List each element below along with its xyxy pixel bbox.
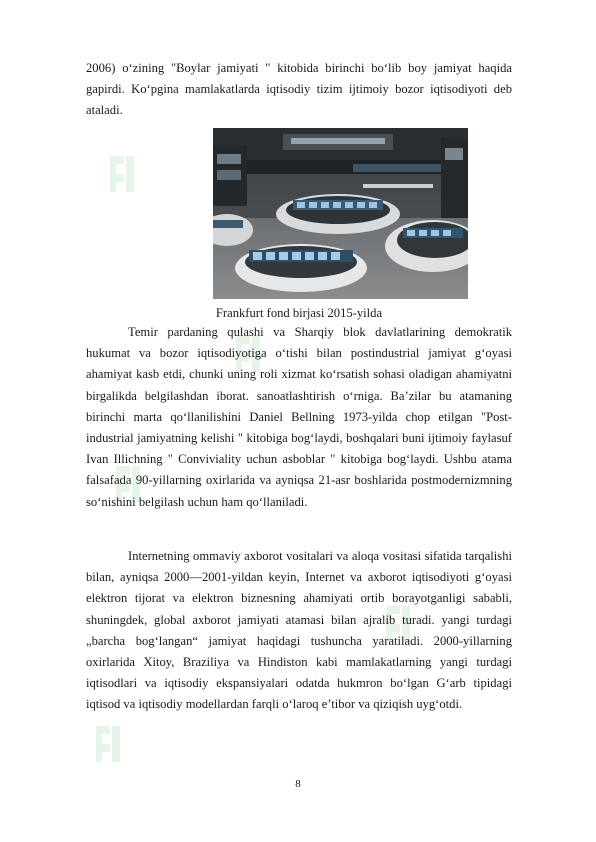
trading-floor-image [213,128,468,299]
paragraph-top [86,58,512,122]
paragraph-1 [86,322,512,513]
page-number: 8 [295,778,301,790]
paragraph-2-text: Internetning ommaviy axborot vositalari va aloqa vositasi sifatida tarqalishi bilan, ayniqsa 2000—2001-yildan keyin, Internet va axborot iqtisodiyoti g‘oyasi elektron tijorat va elektron biznesning ahamiyati ortib borayotganligi sababli, shuningdek, global axborot jamiyati atamasi bilan ajralib turadi. yangi turdagi „barcha bog‘langan“ jamiyat haqidagi tushuncha yaratiladi. 2000-yillarning oxirlarida Xitoy, Braziliya va Hindiston kabi mamlakatlarning yangi turdagi iqtisodlari va iqtisodiy ekspansiyalari odatda hukmron bo‘lgan G‘arb tipidagi iqtisod va iqtisodiy modellardan farqli o‘laroq e’tibor va qiziqish uyg‘otdi. [86,549,512,712]
watermark-logo-icon [90,720,124,766]
paragraph-top-text: 2006) o‘zining "Boylar jamiyati " kitobida birinchi bo‘lib boy jamiyat haqida gapirdi. Ko‘pgina mamlakatlarda iqtisodiy tizim ijtimoiy bozor iqtisodiyoti deb ataladi. [86,61,512,118]
paragraph-2 [86,546,512,716]
paragraph-1-text: Temir pardaning qulashi va Sharqiy blok davlatlarining demokratik hukumat va bozor iqtisodiyotiga o‘tishi bilan postindustrial jamiyat g‘oyasi ahamiyat kasb etdi, chunki uning roli xizmat ko‘rsatish sohasi oladigan ahamiyatni birgalikda belgilashdan iborat. sanoatlashtirish o‘rniga. Ba’zilar bu atamaning birinchi marta qo‘llanilishini Daniel Bellning 1973-yilda chop etilgan "Post-industrial jamiyatning kelishi " kitobiga bog‘laydi, boshqalari buni ijtimoiy faylasuf Ivan Illichning " Conviviality uchun asboblar " kitobiga bog‘laydi. Ushbu atama falsafada 90-yillarning oxirlarida va ayniqsa 21-asr boshlarida postmodernizmning so‘nishini belgilash uchun ham qo‘llaniladi. [86,325,512,509]
watermark-logo-icon [104,150,138,196]
stock-exchange-photo [213,128,468,299]
figure-caption: Frankfurt fond birjasi 2015-yilda [215,306,383,320]
